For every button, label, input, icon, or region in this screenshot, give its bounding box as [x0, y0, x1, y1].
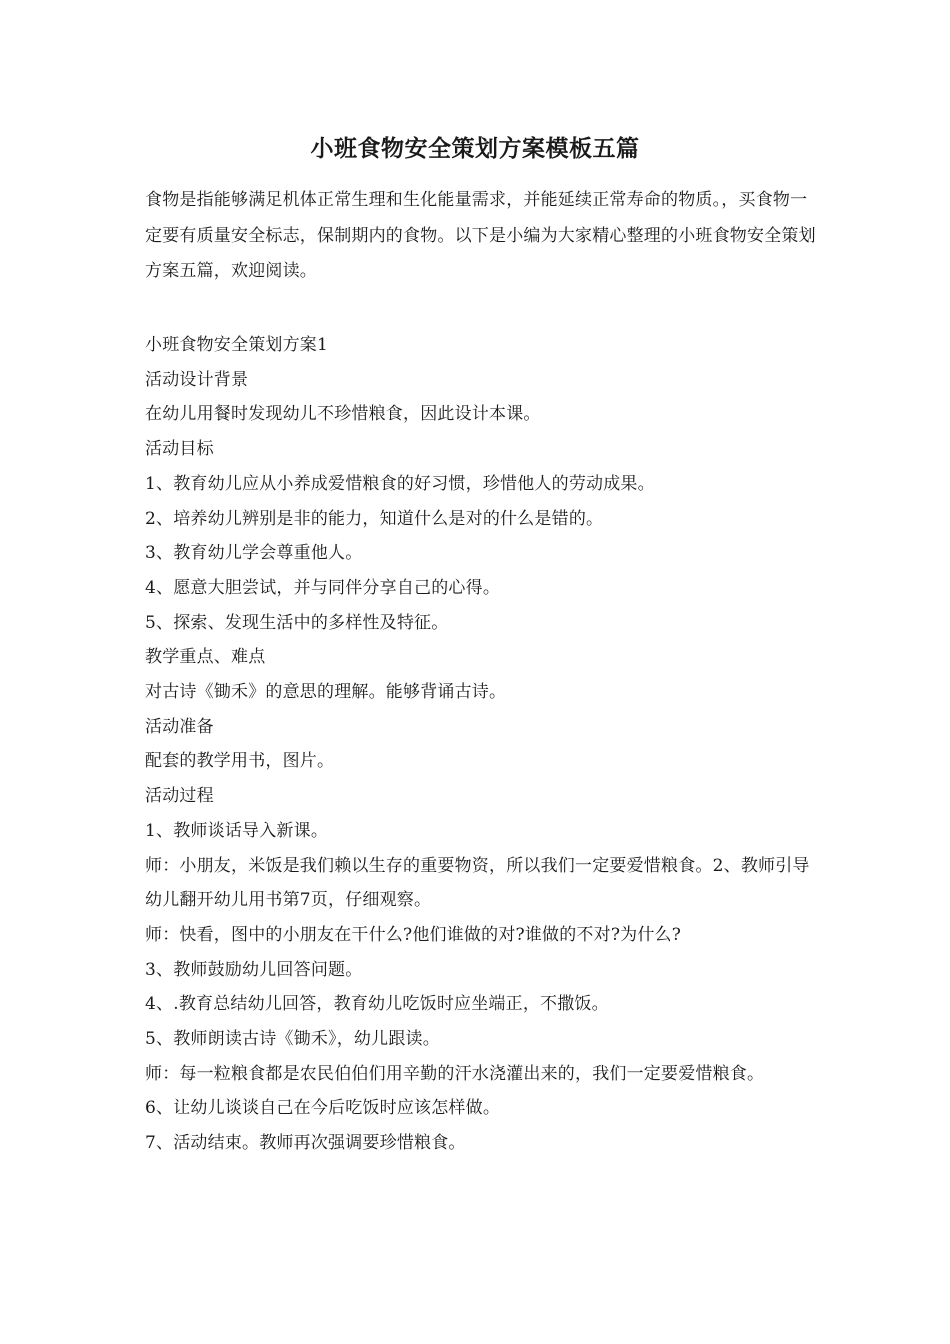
body-lines	[145, 328, 820, 1161]
list-item: 6、让幼儿谈谈自己在今后吃饭时应该怎样做。	[145, 1098, 501, 1119]
intro-paragraph: 食物是指能够满足机体正常生理和生化能量需求，并能延续正常寿命的物质。，买食物一定要有质量安全标志，保制期内的食物。以下是小编为大家精心整理的小班食物安全策划方案五篇，欢迎阅读。	[145, 190, 816, 281]
section-heading: 小班食物安全策划方案1	[145, 335, 329, 355]
subheading: 活动过程	[145, 786, 214, 807]
paragraph-line: 在幼儿用餐时发现幼儿不珍惜粮食，因此设计本课。	[145, 404, 541, 425]
paragraph-line: 师：快看，图中的小朋友在干什么?他们谁做的对?谁做的不对?为什么?	[145, 924, 682, 945]
paragraph-line: 师：每一粒粮食都是农民伯伯们用辛勤的汗水浇灌出来的，我们一定要爱惜粮食。	[145, 1063, 765, 1084]
subheading: 教学重点、难点	[145, 647, 266, 668]
list-item: 5、教师朗读古诗《锄禾》，幼儿跟读。	[145, 1029, 440, 1050]
list-item: 5、探索、发现生活中的多样性及特征。	[145, 612, 449, 633]
subheading: 活动目标	[145, 439, 214, 460]
list-item: 1、教师谈话导入新课。	[145, 820, 329, 841]
list-item: 4、.教育总结幼儿回答，教育幼儿吃饭时应坐端正，不撒饭。	[145, 994, 609, 1015]
subheading: 活动设计背景	[145, 369, 249, 390]
list-item: 2、培养幼儿辨别是非的能力，知道什么是对的什么是错的。	[145, 508, 604, 529]
document-title: 小班食物安全策划方案模板五篇	[310, 135, 640, 162]
list-item: 4、愿意大胆尝试，并与同伴分享自己的心得。	[145, 577, 501, 598]
paragraph-line: 对古诗《锄禾》的意思的理解。能够背诵古诗。	[145, 682, 507, 703]
list-item: 3、教师鼓励幼儿回答问题。	[145, 959, 363, 980]
list-item: 3、教育幼儿学会尊重他人。	[145, 543, 363, 564]
list-item: 7、活动结束。教师再次强调要珍惜粮食。	[145, 1133, 466, 1154]
subheading: 活动准备	[145, 716, 214, 737]
list-item: 1、教育幼儿应从小养成爱惜粮食的好习惯，珍惜他人的劳动成果。	[145, 473, 655, 494]
paragraph-line: 配套的教学用书，图片。	[145, 751, 335, 772]
paragraph-line: 师：小朋友，米饭是我们赖以生存的重要物资，所以我们一定要爱惜粮食。2、教师引导幼儿翻开幼儿用书第7页，仔细观察。	[145, 855, 810, 911]
